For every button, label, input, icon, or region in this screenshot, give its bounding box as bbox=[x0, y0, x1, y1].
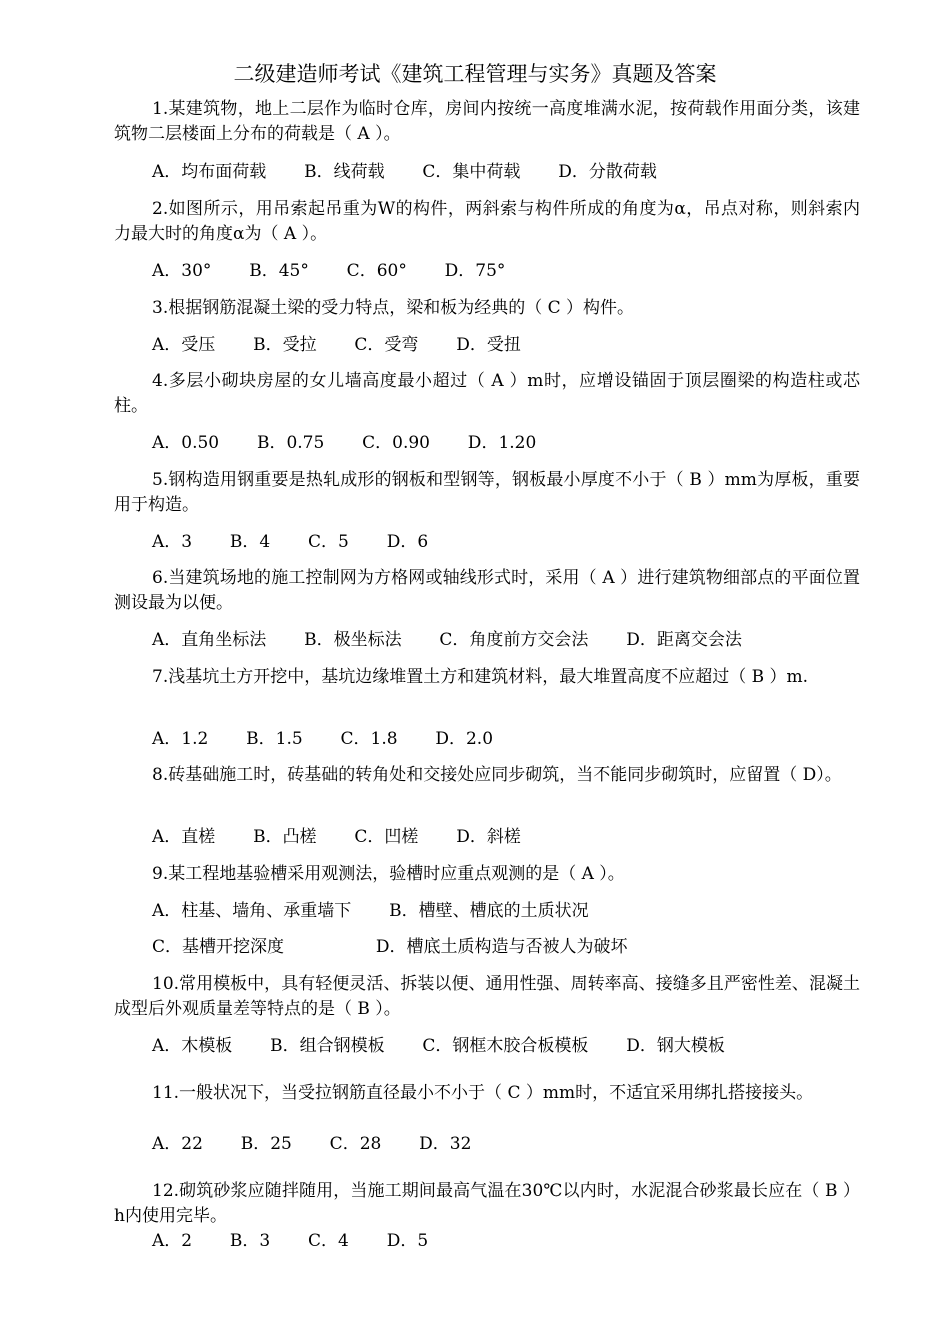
question-7-stem: 7.浅基坑土方开挖中，基坑边缘堆置土方和建筑材料，最大堆置高度不应超过（ B ）m. bbox=[152, 667, 809, 687]
question-11-options: A．22 B．25 C．28 D．32 bbox=[152, 1134, 472, 1154]
question-1-options: A．均布面荷载 B．线荷载 C．集中荷载 D．分散荷载 bbox=[152, 162, 657, 182]
question-4-stem: 4.多层小砌块房屋的女儿墙高度最小超过（ A ）m时，应增设锚固于顶层圈梁的构造柱或芯柱。 bbox=[114, 371, 860, 416]
question-10-stem: 10.常用模板中，具有轻便灵活、拆装以便、通用性强、周转率高、接缝多且严密性差、混凝土成型后外观质量差等特点的是（ B ）。 bbox=[114, 974, 860, 1019]
question-11-stem: 11.一般状况下，当受拉钢筋直径最小不小于（ C ）mm时，不适宜采用绑扎搭接接头。 bbox=[152, 1083, 814, 1103]
question-3-stem: 3.根据钢筋混凝土梁的受力特点，梁和板为经典的（ C ）构件。 bbox=[152, 298, 635, 318]
question-9-options-line-2: C．基槽开挖深度 D．槽底土质构造与否被人为破坏 bbox=[152, 937, 628, 957]
question-12-stem: 12.砌筑砂浆应随拌随用，当施工期间最高气温在30℃以内时，水泥混合砂浆最长应在（ B ）h内使用完毕。 bbox=[114, 1181, 860, 1226]
document-title: 二级建造师考试《建筑工程管理与实务》真题及答案 bbox=[233, 62, 717, 86]
question-5-stem: 5.钢构造用钢重要是热轧成形的钢板和型钢等，钢板最小厚度不小于（ B ）mm为厚板，重要用于构造。 bbox=[114, 470, 860, 515]
question-9-options-line-1: A．柱基、墙角、承重墙下 B．槽壁、槽底的土质状况 bbox=[152, 901, 589, 921]
question-5-options: A．3 B．4 C．5 D．6 bbox=[152, 532, 429, 552]
question-10-options: A．木模板 B．组合钢模板 C．钢框木胶合板模板 D．钢大模板 bbox=[152, 1036, 725, 1056]
question-9-stem: 9.某工程地基验槽采用观测法，验槽时应重点观测的是（ A ）。 bbox=[152, 864, 625, 884]
question-1-stem: 1.某建筑物，地上二层作为临时仓库，房间内按统一高度堆满水泥，按荷载作用面分类，该建筑物二层楼面上分布的荷载是（ A ）。 bbox=[114, 99, 860, 144]
question-2-stem: 2.如图所示，用吊索起吊重为W的构件，两斜索与构件所成的角度为α，吊点对称，则斜索内力最大时的角度α为（ A ）。 bbox=[114, 199, 860, 244]
question-8-options: A．直槎 B．凸槎 C．凹槎 D．斜槎 bbox=[152, 827, 521, 847]
question-6-options: A．直角坐标法 B．极坐标法 C．角度前方交会法 D．距离交会法 bbox=[152, 630, 742, 650]
question-8-stem: 8.砖基础施工时，砖基础的转角处和交接处应同步砌筑，当不能同步砌筑时，应留置（ D）。 bbox=[152, 765, 842, 785]
question-7-options: A．1.2 B．1.5 C．1.8 D．2.0 bbox=[152, 729, 494, 749]
question-12-options: A．2 B．3 C．4 D．5 bbox=[152, 1231, 429, 1251]
question-3-options: A．受压 B．受拉 C．受弯 D．受扭 bbox=[152, 335, 521, 355]
question-2-options: A．30° B．45° C．60° D．75° bbox=[152, 261, 506, 281]
question-6-stem: 6.当建筑场地的施工控制网为方格网或轴线形式时，采用（ A ）进行建筑物细部点的平面位置测设最为以便。 bbox=[114, 568, 860, 613]
question-4-options: A．0.50 B．0.75 C．0.90 D．1.20 bbox=[152, 433, 537, 453]
